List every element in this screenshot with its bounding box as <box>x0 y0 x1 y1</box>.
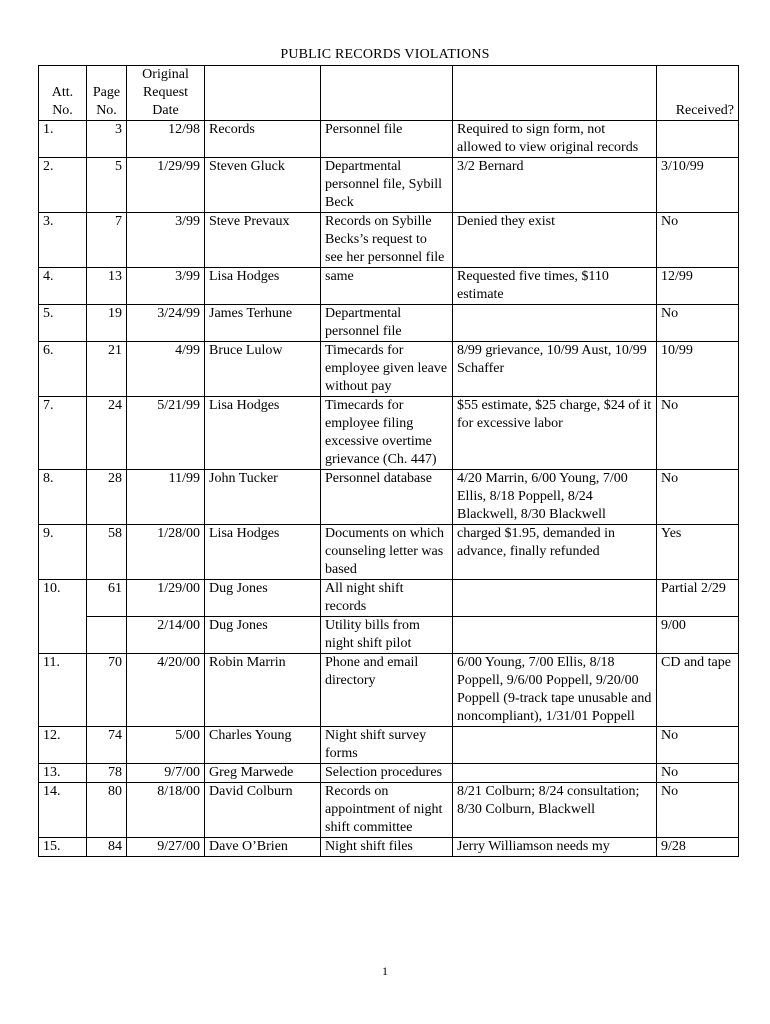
header-record <box>321 66 453 121</box>
cell-requester: Charles Young <box>205 727 321 764</box>
header-received: Received? <box>657 66 739 121</box>
cell-page-no: 3 <box>87 121 127 158</box>
cell-requester: Steve Prevaux <box>205 213 321 268</box>
cell-request-date: 4/20/00 <box>127 654 205 727</box>
cell-att-no: 8. <box>39 470 87 525</box>
table-row <box>39 397 739 470</box>
cell-received: 12/99 <box>657 268 739 305</box>
cell-request-date: 11/99 <box>127 470 205 525</box>
cell-request-date: 9/27/00 <box>127 838 205 857</box>
cell-page-no: 78 <box>87 764 127 783</box>
cell-att-no: 10. <box>39 580 87 654</box>
table-row <box>39 305 739 342</box>
cell-notes: 8/21 Colburn; 8/24 consultation; 8/30 Colburn, Blackwell <box>453 783 657 838</box>
cell-notes: Required to sign form, not allowed to view original records <box>453 121 657 158</box>
cell-requester: Lisa Hodges <box>205 397 321 470</box>
table-row <box>39 121 739 158</box>
cell-page-no: 13 <box>87 268 127 305</box>
cell-record-requested: Utility bills from night shift pilot <box>321 617 453 654</box>
cell-page-no: 58 <box>87 525 127 580</box>
cell-page-no: 5 <box>87 158 127 213</box>
header-request-date: Original Request Date <box>127 66 205 121</box>
cell-request-date: 4/99 <box>127 342 205 397</box>
cell-request-date: 3/99 <box>127 213 205 268</box>
cell-received: No <box>657 727 739 764</box>
cell-requester: Dug Jones <box>205 617 321 654</box>
cell-record-requested: Night shift files <box>321 838 453 857</box>
cell-notes: Jerry Williamson needs my <box>453 838 657 857</box>
header-att-no: Att. No. <box>39 66 87 121</box>
cell-att-no: 6. <box>39 342 87 397</box>
table-header-row <box>39 66 739 121</box>
cell-notes: Requested five times, $110 estimate <box>453 268 657 305</box>
cell-att-no: 12. <box>39 727 87 764</box>
table-row <box>39 654 739 727</box>
cell-att-no: 5. <box>39 305 87 342</box>
table-row <box>39 213 739 268</box>
cell-requester: Robin Marrin <box>205 654 321 727</box>
cell-att-no: 11. <box>39 654 87 727</box>
cell-requester: Dave O’Brien <box>205 838 321 857</box>
table-row <box>39 342 739 397</box>
records-table <box>38 65 739 857</box>
cell-request-date: 5/21/99 <box>127 397 205 470</box>
cell-notes: Denied they exist <box>453 213 657 268</box>
cell-request-date: 1/29/99 <box>127 158 205 213</box>
cell-page-no: 28 <box>87 470 127 525</box>
cell-record-requested: Departmental personnel file, Sybill Beck <box>321 158 453 213</box>
cell-att-no: 2. <box>39 158 87 213</box>
cell-page-no: 24 <box>87 397 127 470</box>
cell-requester: Greg Marwede <box>205 764 321 783</box>
cell-record-requested: Timecards for employee given leave without pay <box>321 342 453 397</box>
cell-request-date: 2/14/00 <box>127 617 205 654</box>
cell-notes <box>453 727 657 764</box>
cell-att-no: 9. <box>39 525 87 580</box>
cell-request-date: 3/24/99 <box>127 305 205 342</box>
cell-requester: Records <box>205 121 321 158</box>
cell-received: CD and tape <box>657 654 739 727</box>
cell-page-no: 61 <box>87 580 127 617</box>
cell-received: No <box>657 213 739 268</box>
cell-att-no: 14. <box>39 783 87 838</box>
cell-request-date: 5/00 <box>127 727 205 764</box>
table-row <box>39 764 739 783</box>
cell-record-requested: All night shift records <box>321 580 453 617</box>
table-row <box>39 727 739 764</box>
table-row <box>39 580 739 617</box>
cell-record-requested: Phone and email directory <box>321 654 453 727</box>
cell-received: No <box>657 470 739 525</box>
cell-request-date: 8/18/00 <box>127 783 205 838</box>
cell-page-no: 19 <box>87 305 127 342</box>
cell-page-no <box>87 617 127 654</box>
cell-att-no: 3. <box>39 213 87 268</box>
cell-notes <box>453 580 657 617</box>
cell-page-no: 70 <box>87 654 127 727</box>
cell-record-requested: Timecards for employee filing excessive overtime grievance (Ch. 447) <box>321 397 453 470</box>
table-row <box>39 838 739 857</box>
cell-received: No <box>657 764 739 783</box>
cell-requester: Lisa Hodges <box>205 525 321 580</box>
cell-notes <box>453 764 657 783</box>
table-row <box>39 525 739 580</box>
cell-requester: Steven Gluck <box>205 158 321 213</box>
cell-record-requested: Personnel file <box>321 121 453 158</box>
header-notes <box>453 66 657 121</box>
table-row <box>39 470 739 525</box>
cell-received: Yes <box>657 525 739 580</box>
cell-page-no: 80 <box>87 783 127 838</box>
cell-att-no: 15. <box>39 838 87 857</box>
cell-notes <box>453 617 657 654</box>
cell-received: 10/99 <box>657 342 739 397</box>
table-row <box>39 158 739 213</box>
cell-record-requested: Documents on which counseling letter was based <box>321 525 453 580</box>
page-number: 1 <box>382 964 388 978</box>
cell-received: 3/10/99 <box>657 158 739 213</box>
cell-record-requested: Personnel database <box>321 470 453 525</box>
cell-requester: James Terhune <box>205 305 321 342</box>
document-title: PUBLIC RECORDS VIOLATIONS <box>280 47 490 62</box>
cell-request-date: 9/7/00 <box>127 764 205 783</box>
cell-requester: Lisa Hodges <box>205 268 321 305</box>
cell-received: No <box>657 397 739 470</box>
table-row <box>39 268 739 305</box>
header-page-no: Page No. <box>87 66 127 121</box>
cell-att-no: 7. <box>39 397 87 470</box>
cell-received: No <box>657 783 739 838</box>
cell-requester: John Tucker <box>205 470 321 525</box>
cell-received: 9/00 <box>657 617 739 654</box>
cell-received: 9/28 <box>657 838 739 857</box>
cell-requester: Dug Jones <box>205 580 321 617</box>
cell-notes: 6/00 Young, 7/00 Ellis, 8/18 Poppell, 9/6/00 Poppell, 9/20/00 Poppell (9-track tape unusable and noncompliant), 1/31/01 Poppell <box>453 654 657 727</box>
table-row <box>39 617 739 654</box>
cell-requester: Bruce Lulow <box>205 342 321 397</box>
cell-record-requested: Departmental personnel file <box>321 305 453 342</box>
cell-page-no: 21 <box>87 342 127 397</box>
cell-page-no: 7 <box>87 213 127 268</box>
cell-record-requested: Night shift survey forms <box>321 727 453 764</box>
cell-record-requested: same <box>321 268 453 305</box>
cell-notes: 4/20 Marrin, 6/00 Young, 7/00 Ellis, 8/18 Poppell, 8/24 Blackwell, 8/30 Blackwell <box>453 470 657 525</box>
cell-record-requested: Selection procedures <box>321 764 453 783</box>
cell-notes: charged $1.95, demanded in advance, finally refunded <box>453 525 657 580</box>
cell-page-no: 74 <box>87 727 127 764</box>
cell-att-no: 13. <box>39 764 87 783</box>
header-name <box>205 66 321 121</box>
cell-att-no: 1. <box>39 121 87 158</box>
cell-notes: $55 estimate, $25 charge, $24 of it for excessive labor <box>453 397 657 470</box>
cell-record-requested: Records on appointment of night shift committee <box>321 783 453 838</box>
cell-requester: David Colburn <box>205 783 321 838</box>
cell-notes <box>453 305 657 342</box>
cell-request-date: 1/28/00 <box>127 525 205 580</box>
cell-notes: 3/2 Bernard <box>453 158 657 213</box>
cell-request-date: 3/99 <box>127 268 205 305</box>
cell-page-no: 84 <box>87 838 127 857</box>
cell-request-date: 12/98 <box>127 121 205 158</box>
cell-notes: 8/99 grievance, 10/99 Aust, 10/99 Schaffer <box>453 342 657 397</box>
cell-received: No <box>657 305 739 342</box>
cell-att-no: 4. <box>39 268 87 305</box>
cell-received: Partial 2/29 <box>657 580 739 617</box>
cell-record-requested: Records on Sybille Becks’s request to see her personnel file <box>321 213 453 268</box>
table-row <box>39 783 739 838</box>
cell-received <box>657 121 739 158</box>
cell-request-date: 1/29/00 <box>127 580 205 617</box>
